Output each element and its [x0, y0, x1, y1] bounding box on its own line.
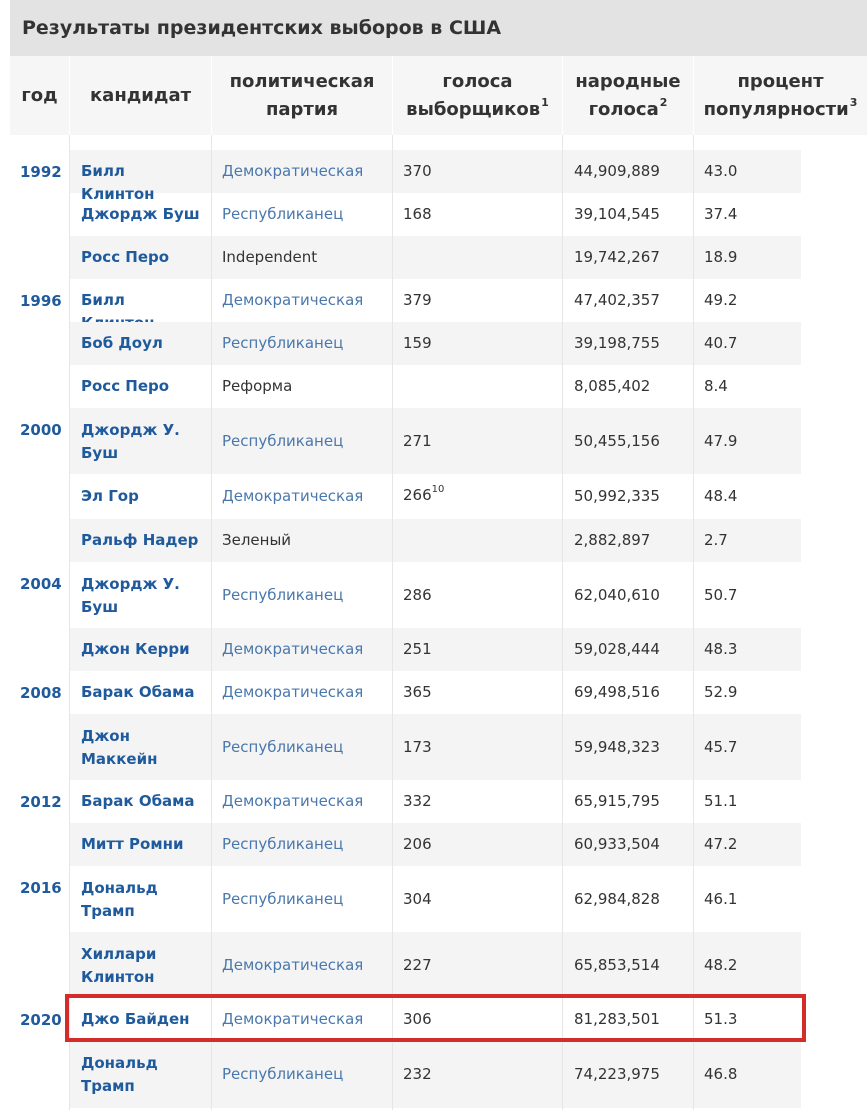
- candidate-link[interactable]: Барак Обама: [81, 683, 195, 701]
- percent-cell: 43.0: [704, 162, 738, 180]
- party-link[interactable]: Республиканец: [222, 586, 344, 604]
- electoral-votes-cell: [403, 289, 432, 312]
- column-divider: [69, 135, 70, 1110]
- header-popular-line2: голоса: [588, 98, 659, 120]
- popular-votes-cell: 50,992,335: [574, 487, 660, 505]
- header-party-line1: политическая: [229, 70, 375, 92]
- electoral-votes-value: 365: [403, 683, 432, 701]
- electoral-footnote[interactable]: 10: [431, 484, 445, 495]
- party-link[interactable]: Республиканец: [222, 334, 344, 352]
- electoral-votes-value: 266: [403, 486, 432, 504]
- percent-cell: 2.7: [704, 531, 728, 549]
- percent-cell: 46.8: [704, 1065, 738, 1083]
- percent-cell: 51.3: [704, 1010, 738, 1028]
- party-cell: Зеленый: [222, 531, 292, 549]
- party-cell: Реформа: [222, 377, 293, 395]
- percent-cell: 47.9: [704, 432, 738, 450]
- candidate-link[interactable]: Джордж У. Буш: [81, 575, 180, 616]
- candidate-link[interactable]: Барак Обама: [81, 792, 195, 810]
- percent-cell: 40.7: [704, 334, 738, 352]
- party-link[interactable]: Демократическая: [222, 487, 364, 505]
- header-popular-footnote[interactable]: 2: [659, 95, 668, 109]
- party-link[interactable]: Демократическая: [222, 291, 364, 309]
- percent-cell: 49.2: [704, 291, 738, 309]
- popular-votes-cell: 62,040,610: [574, 586, 660, 604]
- electoral-votes-value: 251: [403, 640, 432, 658]
- header-popular: [563, 56, 693, 135]
- percent-cell: 37.4: [704, 205, 738, 223]
- header-electoral-footnote[interactable]: 1: [541, 95, 549, 109]
- party-cell: Independent: [222, 248, 318, 266]
- header-party-line2: партия: [265, 98, 339, 120]
- header-electoral-line2: выборщиков: [406, 98, 541, 120]
- party-link[interactable]: Республиканец: [222, 205, 344, 223]
- candidate-link[interactable]: Митт Ромни: [81, 835, 184, 853]
- header-percent: [694, 56, 867, 135]
- percent-cell: 8.4: [704, 377, 728, 395]
- year-cell[interactable]: 2016: [20, 879, 62, 897]
- year-cell[interactable]: 2012: [20, 793, 62, 811]
- popular-votes-cell: 59,028,444: [574, 640, 660, 658]
- candidate-link[interactable]: Росс Перо: [81, 377, 170, 395]
- electoral-votes-value: 227: [403, 956, 432, 974]
- electoral-votes-cell: [403, 430, 432, 453]
- header-divider: [392, 56, 393, 135]
- header-popular-line1: народные: [575, 70, 681, 92]
- percent-cell: 48.3: [704, 640, 738, 658]
- party-link[interactable]: Демократическая: [222, 792, 364, 810]
- percent-cell: 51.1: [704, 792, 738, 810]
- percent-cell: 48.4: [704, 487, 738, 505]
- electoral-votes-cell: [403, 736, 432, 759]
- header-percent-line2: популярности: [703, 98, 849, 120]
- popular-votes-cell: 81,283,501: [574, 1010, 660, 1028]
- percent-cell: 50.7: [704, 586, 738, 604]
- electoral-votes-cell: [403, 954, 432, 977]
- electoral-votes-value: 206: [403, 835, 432, 853]
- party-link[interactable]: Демократическая: [222, 162, 364, 180]
- popular-votes-cell: 69,498,516: [574, 683, 660, 701]
- electoral-votes-value: 271: [403, 432, 432, 450]
- electoral-votes-cell: [403, 833, 432, 856]
- electoral-votes-value: 232: [403, 1065, 432, 1083]
- percent-cell: 48.2: [704, 956, 738, 974]
- candidate-link[interactable]: Эл Гор: [81, 487, 139, 505]
- party-link[interactable]: Республиканец: [222, 738, 344, 756]
- percent-cell: 18.9: [704, 248, 738, 266]
- party-link[interactable]: Демократическая: [222, 640, 364, 658]
- candidate-link[interactable]: Росс Перо: [81, 248, 170, 266]
- popular-votes-cell: 60,933,504: [574, 835, 660, 853]
- popular-votes-cell: 19,742,267: [574, 248, 660, 266]
- candidate-link[interactable]: Дональд Трамп: [81, 879, 158, 920]
- column-divider: [211, 135, 212, 1110]
- popular-votes-cell: 65,915,795: [574, 792, 660, 810]
- header-party: [212, 56, 392, 135]
- electoral-votes-cell: [403, 638, 432, 661]
- electoral-votes-cell: [403, 160, 432, 183]
- candidate-link[interactable]: Джордж У. Буш: [81, 421, 180, 462]
- candidate-link[interactable]: Билл: [81, 291, 125, 309]
- electoral-votes-value: 159: [403, 334, 432, 352]
- column-divider: [562, 135, 563, 1110]
- electoral-votes-value: 306: [403, 1010, 432, 1028]
- column-divider: [693, 135, 694, 1110]
- popular-votes-cell: 65,853,514: [574, 956, 660, 974]
- electoral-votes-value: 370: [403, 162, 432, 180]
- electoral-votes-cell: [403, 1063, 432, 1086]
- year-cell[interactable]: 1996: [20, 292, 62, 310]
- popular-votes-cell: 44,909,889: [574, 162, 660, 180]
- electoral-votes-cell: [403, 203, 432, 226]
- header-divider: [562, 56, 563, 135]
- electoral-votes-cell: [403, 484, 444, 507]
- candidate-link[interactable]: Джон Керри: [81, 640, 190, 658]
- popular-votes-cell: 39,198,755: [574, 334, 660, 352]
- electoral-votes-value: 332: [403, 792, 432, 810]
- header-divider: [693, 56, 694, 135]
- electoral-votes-cell: [403, 584, 432, 607]
- party-link[interactable]: Демократическая: [222, 956, 364, 974]
- party-link[interactable]: Демократическая: [222, 683, 364, 701]
- popular-votes-cell: 74,223,975: [574, 1065, 660, 1083]
- year-cell[interactable]: 1992: [20, 163, 62, 181]
- year-cell[interactable]: 2004: [20, 575, 62, 593]
- electoral-votes-value: 304: [403, 890, 432, 908]
- candidate-link[interactable]: Джо Байден: [81, 1010, 190, 1028]
- header-electoral: [393, 56, 562, 135]
- popular-votes-cell: 8,085,402: [574, 377, 651, 395]
- candidate-link[interactable]: Ральф Надер: [81, 531, 199, 549]
- header-divider: [69, 56, 70, 135]
- party-link[interactable]: Республиканец: [222, 432, 344, 450]
- party-link[interactable]: Республиканец: [222, 890, 344, 908]
- popular-votes-cell: 2,882,897: [574, 531, 651, 549]
- party-link[interactable]: Демократическая: [222, 1010, 364, 1028]
- header-candidate: [70, 56, 211, 135]
- electoral-votes-cell: [403, 790, 432, 813]
- popular-votes-cell: 39,104,545: [574, 205, 660, 223]
- candidate-link[interactable]: Дональд Трамп: [81, 1054, 158, 1095]
- party-link[interactable]: Республиканец: [222, 835, 344, 853]
- column-divider: [392, 135, 393, 1110]
- electoral-votes-cell: [403, 888, 432, 911]
- percent-cell: 47.2: [704, 835, 738, 853]
- candidate-link[interactable]: Джон Маккейн: [81, 727, 158, 768]
- party-link[interactable]: Республиканец: [222, 1065, 344, 1083]
- candidate-link[interactable]: Билл Клинтон: [81, 162, 155, 203]
- header-year-label: год: [21, 84, 58, 106]
- header-candidate-label: кандидат: [89, 84, 192, 106]
- electoral-votes-cell: [403, 681, 432, 704]
- electoral-votes-value: 168: [403, 205, 432, 223]
- popular-votes-cell: 50,455,156: [574, 432, 660, 450]
- header-percent-footnote[interactable]: 3: [849, 95, 858, 109]
- percent-cell: 45.7: [704, 738, 738, 756]
- electoral-votes-value: 379: [403, 291, 432, 309]
- popular-votes-cell: 59,948,323: [574, 738, 660, 756]
- electoral-votes-value: 173: [403, 738, 432, 756]
- electoral-votes-cell: [403, 332, 432, 355]
- header-year: [10, 56, 69, 135]
- candidate-link[interactable]: Джордж Буш: [81, 205, 200, 223]
- candidate-link[interactable]: Боб Доул: [81, 334, 163, 352]
- table-title: Результаты президентских выборов в США: [10, 0, 867, 56]
- highlight-box-2020-winner: [65, 994, 806, 1042]
- header-percent-line1: процент: [737, 70, 824, 92]
- year-cell[interactable]: 2020: [20, 1011, 62, 1029]
- popular-votes-cell: 62,984,828: [574, 890, 660, 908]
- year-cell[interactable]: 2000: [20, 421, 62, 439]
- candidate-link[interactable]: Хиллари Клинтон: [81, 945, 157, 986]
- percent-cell: 52.9: [704, 683, 738, 701]
- year-cell[interactable]: 2008: [20, 684, 62, 702]
- header-electoral-line1: голоса: [442, 70, 513, 92]
- electoral-votes-value: 286: [403, 586, 432, 604]
- percent-cell: 46.1: [704, 890, 738, 908]
- popular-votes-cell: 47,402,357: [574, 291, 660, 309]
- header-divider: [211, 56, 212, 135]
